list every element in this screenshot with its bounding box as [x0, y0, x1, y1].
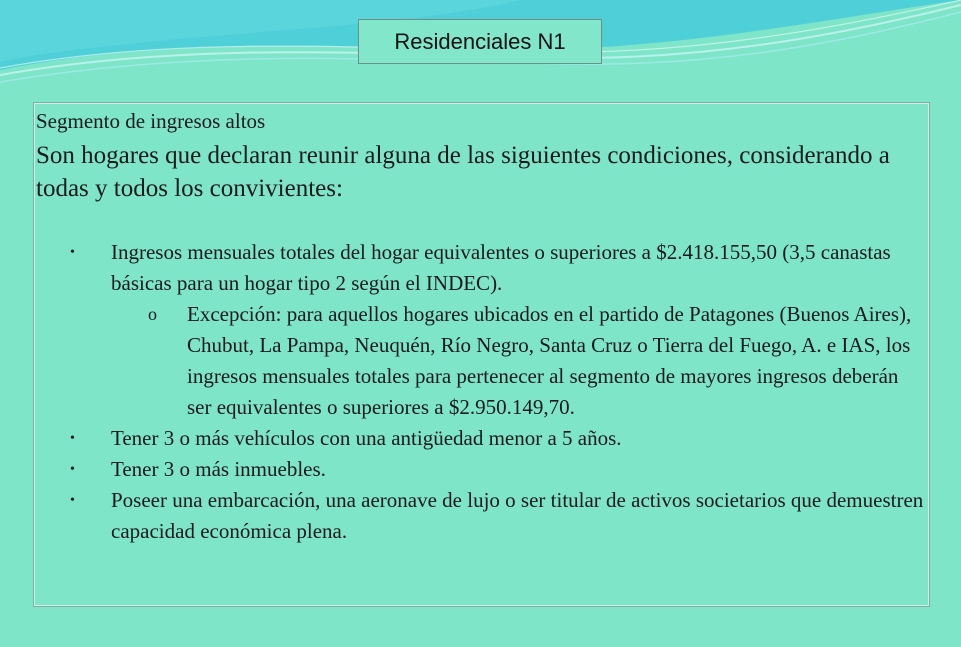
item-text: Tener 3 o más inmuebles. — [111, 457, 326, 481]
sub-item-text: Excepción: para aquellos hogares ubicados en el partido de Patagones (Buenos Aires), Chubut, La Pampa, Neuquén, Río Negro, Santa Cruz o Tierra del Fuego, A. e IAS, los ingresos mensuales totales para pertenecer al segmento de mayores ingresos deberán ser equivalentes o superiores a $2.950.149,70. — [187, 302, 912, 419]
item-text: Tener 3 o más vehículos con una antigüedad menor a 5 años. — [111, 426, 622, 450]
bullet: • — [70, 245, 75, 260]
intro-text: Son hogares que declaran reunir alguna de las siguientes condiciones, considerando a todas y todos los convivientes: — [36, 142, 890, 202]
content-box — [33, 102, 930, 607]
slide-title: Residenciales N1 — [358, 19, 602, 64]
item-text: Poseer una embarcación, una aeronave de lujo o ser titular de activos societarios que demuestren capacidad económica plena. — [111, 488, 924, 543]
list-item — [34, 237, 929, 423]
sub-list — [111, 299, 929, 423]
bullet: • — [70, 431, 75, 446]
list-item — [34, 485, 929, 547]
sub-bullet: o — [148, 304, 157, 324]
bullet: • — [70, 493, 75, 508]
conditions-list — [34, 237, 929, 547]
sub-list-item — [34, 299, 929, 423]
segment-label: Segmento de ingresos altos — [36, 109, 266, 133]
bullet: • — [70, 462, 75, 477]
list-item — [34, 423, 929, 454]
list-item — [34, 454, 929, 485]
item-text: Ingresos mensuales totales del hogar equivalentes o superiores a $2.418.155,50 (3,5 canastas básicas para un hogar tipo 2 según el INDEC). — [111, 240, 891, 295]
